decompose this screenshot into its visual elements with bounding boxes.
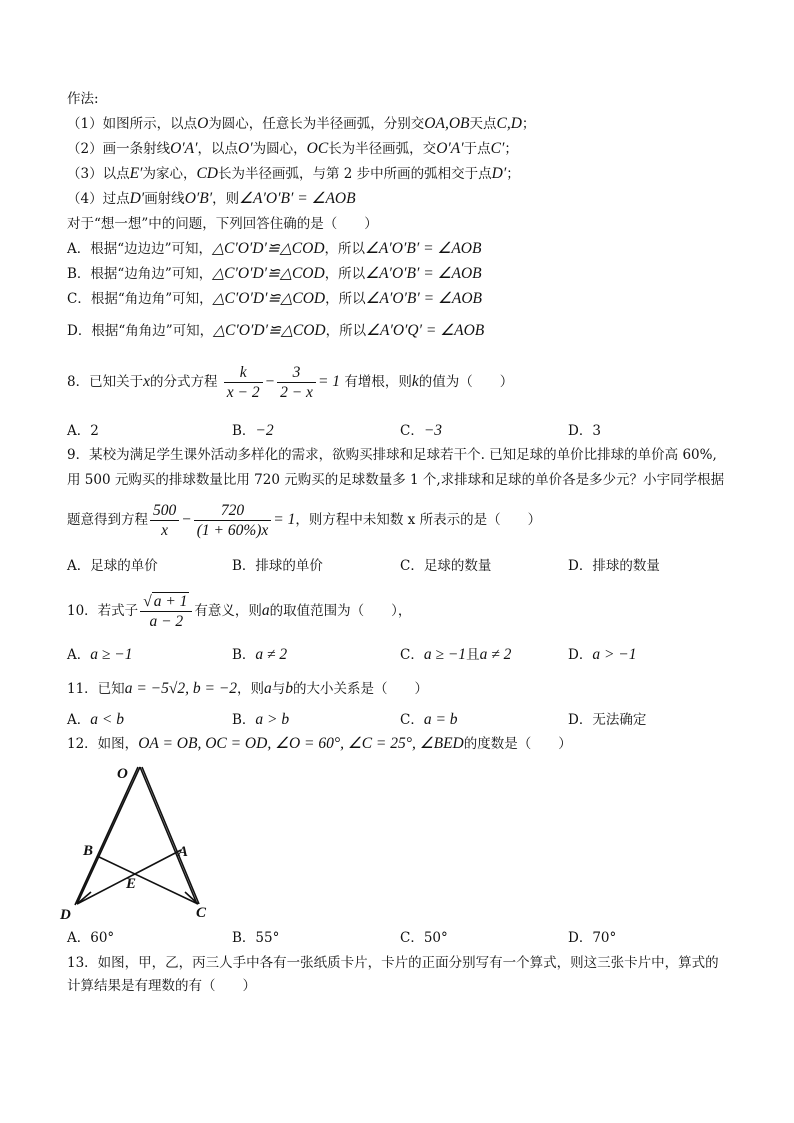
q10-option-d[interactable]: D．a > −1 (568, 646, 637, 663)
q10-option-c[interactable]: C．a ≥ −1且a ≠ 2 (400, 646, 512, 663)
q12-triangle-figure (55, 762, 225, 922)
method-step-1: （1）如图所示，以点O为圆心，任意长为半径画弧，分别交OA,OB天点C,D； (67, 115, 536, 132)
method-question: 对于“想一想”中的问题，下列回答住确的是（ ） (67, 216, 378, 232)
q8-option-a[interactable]: A．2 (67, 423, 99, 439)
question-9-line-3: 题意得到方程 $\frac{500}{x}$ − $\frac{720}{(1 + 60\%)x}$ = 1，则方程中未知数 x 所表示的是（ ） (67, 502, 542, 539)
label-b: B (83, 843, 94, 859)
label-e: E (126, 876, 137, 892)
question-9-line-2: 用 500 元购买的排球数量比用 720 元购买的足球数量多 1 个,求排球和足球的单价各是多少元？小宇同学根据 (67, 472, 725, 488)
q10-option-b[interactable]: B．a ≠ 2 (232, 646, 288, 663)
q12-option-b[interactable]: B．55° (232, 930, 280, 946)
segment-oc (140, 767, 197, 904)
method-heading: 作法: (67, 91, 99, 107)
question-8: 8．已知关于x的分式方程 $\frac{k}{x - 2}$ − $\frac{3}{2 - x}$ = 1 有增根，则k的值为（ ） (67, 364, 514, 401)
segment-oc-double (142, 767, 199, 904)
q9-option-b[interactable]: B．排球的单价 (232, 558, 323, 574)
q11-option-c[interactable]: C．a = b (400, 711, 458, 728)
question-12: 12．如图，OA = OB, OC = OD, ∠O = 60°, ∠C = 25°, ∠BED的度数是（ ） (67, 735, 572, 752)
label-a: A (178, 844, 189, 860)
method-option-b[interactable]: B．根据“边角边”可知，△C′O′D′≌△COD，所以∠A′O′B′ = ∠AOB (67, 265, 482, 282)
method-step-3: （3）以点E′为家心，CD长为半径画弧，与第 2 步中所画的弧相交于点D′； (67, 165, 520, 182)
fraction-k-over-x-minus-2: $\frac{k}{x - 2}$ (224, 364, 263, 401)
label-d: D (60, 907, 71, 922)
question-11: 11．已知a = −5√2, b = −2，则a与b的大小关系是（ ） (67, 680, 429, 697)
label-c: C (196, 905, 207, 921)
label-o: O (117, 766, 128, 782)
q12-option-c[interactable]: C．50° (400, 930, 448, 946)
q9-option-a[interactable]: A．足球的单价 (67, 558, 158, 574)
fraction-3-over-2-minus-x: $\frac{3}{2 - x}$ (277, 364, 316, 401)
method-option-c[interactable]: C．根据“角边角”可知，△C′O′D′≌△COD，所以∠A′O′B′ = ∠AOB (67, 290, 483, 307)
q11-option-d[interactable]: D．无法确定 (568, 712, 647, 728)
fraction-500-over-x: $\frac{500}{x}$ (150, 502, 179, 539)
question-10: 10．若式子 $\frac{√ a + 1}{a - 2}$ 有意义，则a的取值范围为（ ）， (67, 593, 412, 630)
q12-option-d[interactable]: D．70° (568, 930, 617, 946)
q8-option-c[interactable]: C．−3 (400, 422, 443, 439)
q8-option-b[interactable]: B．−2 (232, 422, 274, 439)
question-13-line-2: 计算结果是有理数的有（ ） (67, 978, 256, 994)
q11-option-b[interactable]: B．a > b (232, 711, 290, 728)
fraction-sqrt-a-plus-1-over-a-minus-2: $\frac{√ a + 1}{a - 2}$ (140, 593, 192, 630)
method-option-a[interactable]: A．根据“边边边”可知，△C′O′D′≌△COD，所以∠A′O′B′ = ∠AOB (67, 240, 482, 257)
question-9-line-1: 9．某校为满足学生课外活动多样化的需求，欲购买排球和足球若干个. 已知足球的单价比排球的单价高 60%, (67, 447, 717, 463)
method-step-4: （4）过点D′画射线O′B′，则∠A′O′B′ = ∠AOB (67, 190, 356, 207)
q10-option-a[interactable]: A．a ≥ −1 (67, 646, 133, 663)
q8-option-d[interactable]: D．3 (568, 423, 601, 439)
q12-option-a[interactable]: A．60° (67, 930, 115, 946)
question-13-line-1: 13．如图，甲，乙，丙三人手中各有一张纸质卡片，卡片的正面分别写有一个算式，则这三张卡片中，算式的 (67, 955, 719, 971)
fraction-720-over-expr: $\frac{720}{(1 + 60\%)x}$ (194, 502, 272, 539)
q9-option-c[interactable]: C．足球的数量 (400, 558, 492, 574)
q11-option-a[interactable]: A．a < b (67, 711, 124, 728)
method-step-2: （2）画一条射线O′A′，以点O′为圆心，OC长为半径画弧，交O′A′于点C′； (67, 140, 518, 157)
method-option-d[interactable]: D．根据“角角边”可知，△C′O′D′≌△COD，所以∠A′O′Q′ = ∠AOB (67, 322, 485, 339)
q9-option-d[interactable]: D．排球的数量 (568, 558, 660, 574)
